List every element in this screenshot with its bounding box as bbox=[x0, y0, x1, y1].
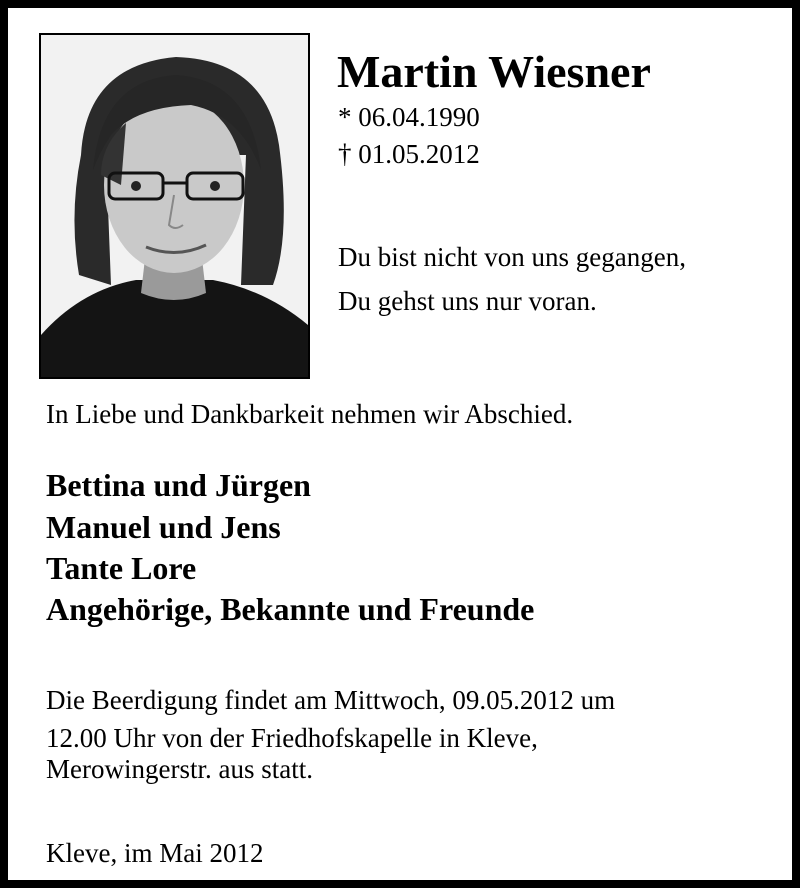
quote-line: Du gehst uns nur voran. bbox=[338, 286, 597, 316]
deceased-name: Martin Wiesner bbox=[337, 46, 651, 97]
mourner-line: Bettina und Jürgen bbox=[46, 467, 311, 503]
funeral-notice-line: 12.00 Uhr von der Friedhofskapelle in Kleve, bbox=[46, 723, 538, 753]
mourner-line: Manuel und Jens bbox=[46, 509, 281, 545]
place-and-date: Kleve, im Mai 2012 bbox=[46, 838, 264, 868]
mourner-line: Angehörige, Bekannte und Freunde bbox=[46, 591, 535, 627]
quote-line: Du bist nicht von uns gegangen, bbox=[338, 242, 686, 272]
mourner-line: Tante Lore bbox=[46, 550, 197, 586]
funeral-notice-line: Merowingerstr. aus statt. bbox=[46, 754, 313, 784]
death-date: † 01.05.2012 bbox=[338, 139, 480, 169]
farewell-text: In Liebe und Dankbarkeit nehmen wir Abschied. bbox=[46, 399, 574, 429]
birth-date: * 06.04.1990 bbox=[338, 102, 480, 132]
funeral-notice-line: Die Beerdigung findet am Mittwoch, 09.05.2012 um bbox=[46, 685, 616, 715]
portrait-photo bbox=[39, 33, 310, 379]
